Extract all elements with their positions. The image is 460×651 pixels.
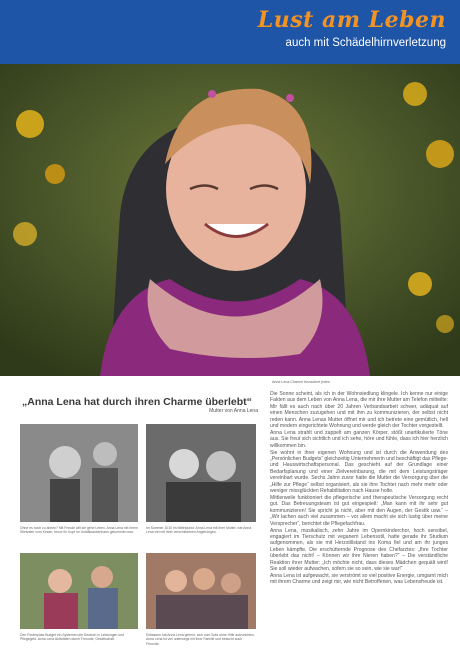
photo-caption: Den Förderplatz Budget ein Systemen die Deutsch in Leistungen und Pflegegeld. Anna Lena Aktivitäten durch Freunde, Gesellschaft. — [20, 633, 125, 642]
pull-quote: „Anna Lena hat durch ihren Charme überlebt“ — [22, 396, 252, 408]
photo-child-with-stepfather — [20, 424, 138, 522]
hero-photo-illustration — [0, 64, 460, 376]
magazine-title: Lust am Leben — [257, 7, 446, 33]
photo-caption: Ohne es noch zu ahnen? Mit Freude will sie gehe Leben, Anna Lena mit ihrem Stiefvater vom Kinder, bevor ihr Kopf im Unfallkrankenhaus gekommen war. — [20, 526, 138, 535]
photo-caption: Im Sommer 2010 im Mittelpunkt: Anna Lena mit ihrer Mutter, wie Anna Lena viel mit ihrer verschiedenen Angehörigen. — [146, 526, 252, 535]
quote-credit: Mutter von Anna Lena — [209, 408, 258, 414]
article-paragraph: Mittlerweile funktioniert die pflegerische und therapeutische Versorgung recht gut. Das Betreuungsteam ist gut eingespielt: „Man kann mit ihr sehr gut kommunizieren! Sie spricht ja nicht, aber mit den Augen, der Gestik usw.“ – „Wir lachen auch viel zusammen – vor allem macht sie sich lustig über meine Versprecher“, berichtet die Pflegefachfrau. — [270, 495, 448, 527]
article-paragraph: Anna Lena strahlt und zappelt am ganzen Körper, stößt unartikulierte Töne aus. Sie freut sich sichtlich und ich sehe, höre und fühle, dass ich hier herzlich willkommen bin. — [270, 429, 448, 449]
article-paragraph: Sie wohnt in ihrer eigenen Wohnung und ist durch die Anwendung des „Persönlichen Budgets“ gleichzeitig Unternehmerin und beschäftigt das Pflege- und Hauswirtschaftspersonal. Das geschieht auf der Grundlage einer Bedarfsplanung und einer Zielvereinbarung, die mit dem Leistungsträger vereinbart wurde. Sechs Jahre zuvor hatte die Mutter die Versorgung über die „Hilfe zur Pflege“ selbst organisiert, als sie ihre Tochter nach mehr mehr oder weniger missglückten Rehabilitation nach Hause holte. — [270, 449, 448, 495]
photo-with-caregiver — [20, 553, 138, 629]
photo-mother-and-daughter — [146, 424, 256, 522]
magazine-subtitle: auch mit Schädelhirnverletzung — [285, 37, 446, 49]
magazine-header — [0, 0, 460, 64]
photo-with-family — [146, 553, 256, 629]
article-body — [270, 391, 448, 647]
photo-caption: Entlassen hat Anna Lena gelernt, sich vom Sofa ohne Hilfe aufzurichten. Anna Lena ist viel unterwegs mit ihrer Familie und besucht auch Freunde. — [146, 633, 255, 646]
article-paragraph: Anna Lena, musikalisch, zehn Jahre im Opernkinderchor, hoch sensibel, engagiert im Tierschutz mit veganem Lebensstil, hatte gerade ihr Studium aufgenommen, als sie mit Herzstillstand ins Koma fiel und am ihr junges Leben kämpfte. Die erschütternde Prognose des Chefarztes: „Ihre Tochter überlebt das nicht! – Können wir ihre Nieren haben?“ – Die verständliche Reaktion ihrer Mutter: „Ich möchte nicht, dass dieses Mädchen gequält wird! Sie soll wieder aufwachen, sofern sie so sein, wie sie war!“ — [270, 527, 448, 572]
hero-caption: Anna Lena Charme bezaubert jeden — [272, 380, 330, 384]
hero-photo — [0, 64, 460, 376]
article-paragraph: Anna Lena ist aufgewacht, sie verströmt so viel positive Energie, umgarnt mich mit ihrem Charme und zeigt mir, wie nicht Betroffenen, was Lebensfreude ist. — [270, 572, 448, 586]
article-paragraph: Die Sonne scheint, als ich in der Wohnsiedlung klingele. Ich kenne nur einige Fakten aus dem Leben von Anna Lena, die mir ihre Mutter am Telefon mitteilte: Mir fällt es auch nach über 20 Jahren Verbandsarbeit schwer, adäquat auf einen Menschen zuzugehen und mit ihm zu kommunizieren, der selbst nicht reden kann. Anna Lenas Mutter öffnet mir und ich betrete eine gemütlich, hell und modern eingerichtete Wohnung und werde gleich der Tochter vorgestellt. — [270, 391, 448, 430]
